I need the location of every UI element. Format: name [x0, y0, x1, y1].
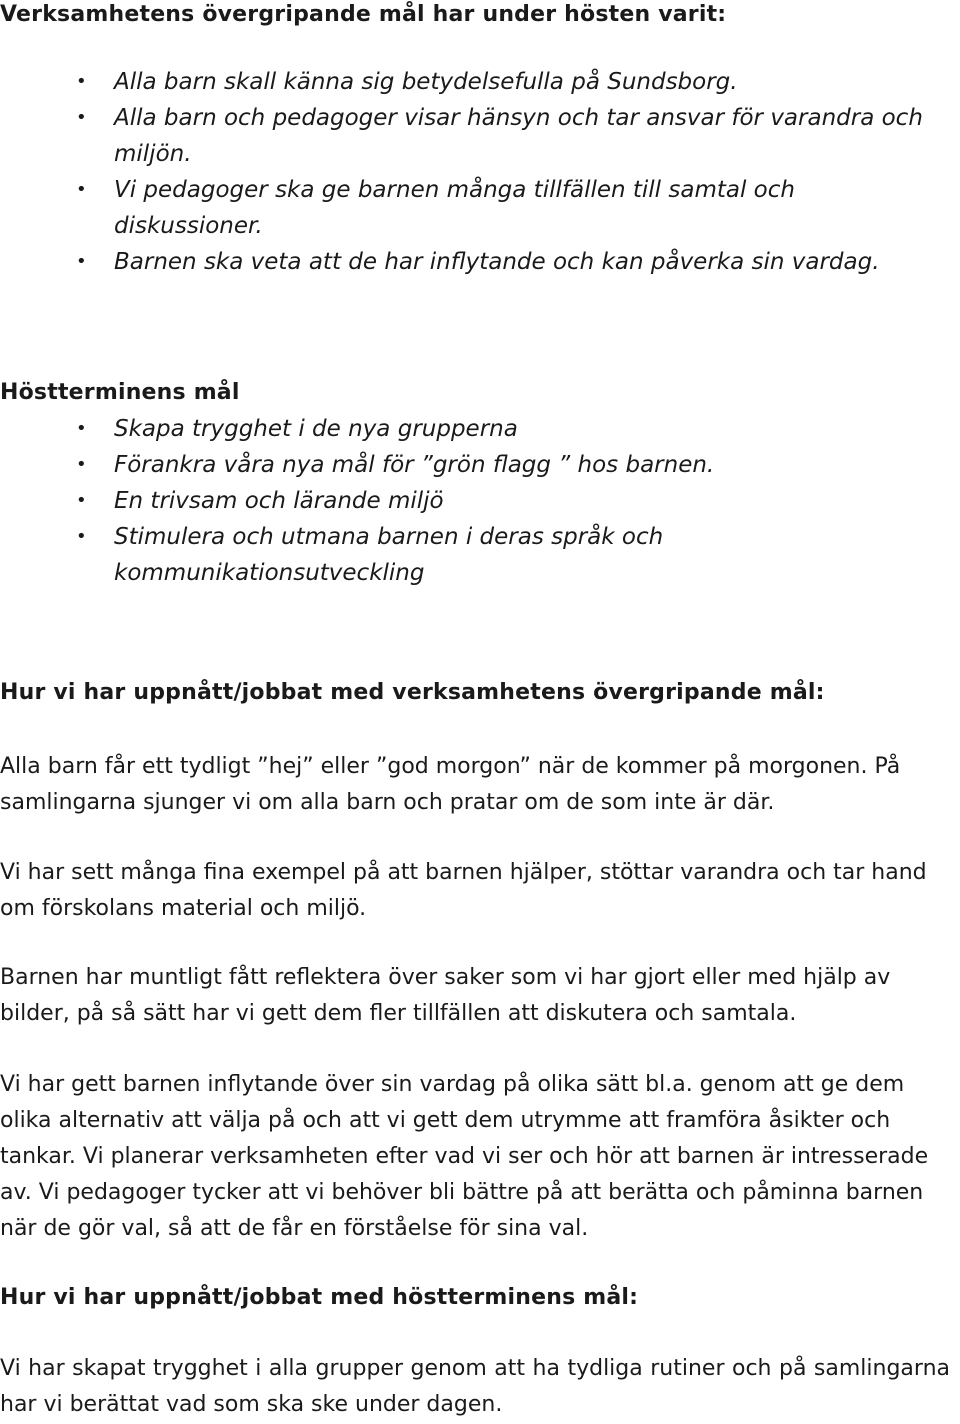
bullet-icon: •: [76, 526, 87, 547]
bullet-icon: •: [76, 454, 87, 475]
paragraph: Alla barn får ett tydligt ”hej” eller ”god morgon” när de kommer på morgonen. På samlingarna sjunger vi om alla barn och pratar om de som inte är där.: [0, 754, 901, 815]
paragraph: Vi har skapat trygghet i alla grupper genom att ha tydliga rutiner och på samlingarna har vi berättat vad som ska ske under dagen.: [0, 1356, 950, 1417]
section-heading-overall-progress: Hur vi har uppnått/jobbat med verksamhetens övergripande mål:: [0, 680, 825, 705]
section-heading-overall-goals: Verksamhetens övergripande mål har under hösten varit:: [0, 2, 727, 27]
bullet-icon: •: [76, 490, 87, 511]
paragraph: Vi har sett många fina exempel på att barnen hjälper, stöttar varandra och tar hand om förskolans material och miljö.: [0, 860, 927, 921]
list-item: • Stimulera och utmana barnen i deras språk och kommunikationsutveckling: [0, 519, 944, 591]
list-item: • Förankra våra nya mål för ”grön flagg ” hos barnen.: [0, 447, 944, 483]
paragraph: Barnen har muntligt fått reflektera över saker som vi har gjort eller med hjälp av bilder, på så sätt har vi gett dem fler tillfällen att diskutera och samtala.: [0, 965, 891, 1026]
bullet-icon: •: [76, 71, 87, 92]
bullet-icon: •: [76, 107, 87, 128]
list-item: • Alla barn skall känna sig betydelsefulla på Sundsborg.: [0, 64, 944, 100]
list-item: • Alla barn och pedagoger visar hänsyn och tar ansvar för varandra och miljön.: [0, 100, 944, 172]
list-item: • Vi pedagoger ska ge barnen många tillfällen till samtal och diskussioner.: [0, 172, 944, 244]
list-item: • En trivsam och lärande miljö: [0, 483, 944, 519]
bullet-icon: •: [76, 179, 87, 200]
autumn-goals-list: [0, 411, 960, 591]
bullet-icon: •: [76, 251, 87, 272]
bullet-icon: •: [76, 418, 87, 439]
overall-goals-list: [0, 64, 960, 280]
paragraph: Vi har gett barnen inflytande över sin vardag på olika sätt bl.a. genom att ge dem olika alternativ att välja på och att vi gett dem utrymme att framföra åsikter och tankar. Vi planerar verksamheten efter vad vi ser och hör att barnen är intresserade av. Vi pedagoger tycker att vi behöver bli bättre på att berätta och påminna barnen när de gör val, så att de får en förståelse för sina val.: [0, 1072, 929, 1241]
section-heading-autumn-goals: Höstterminens mål: [0, 380, 240, 405]
list-item: • Skapa trygghet i de nya grupperna: [0, 411, 944, 447]
section-heading-autumn-progress: Hur vi har uppnått/jobbat med höstterminens mål:: [0, 1285, 639, 1310]
list-item: • Barnen ska veta att de har inflytande och kan påverka sin vardag.: [0, 244, 944, 280]
